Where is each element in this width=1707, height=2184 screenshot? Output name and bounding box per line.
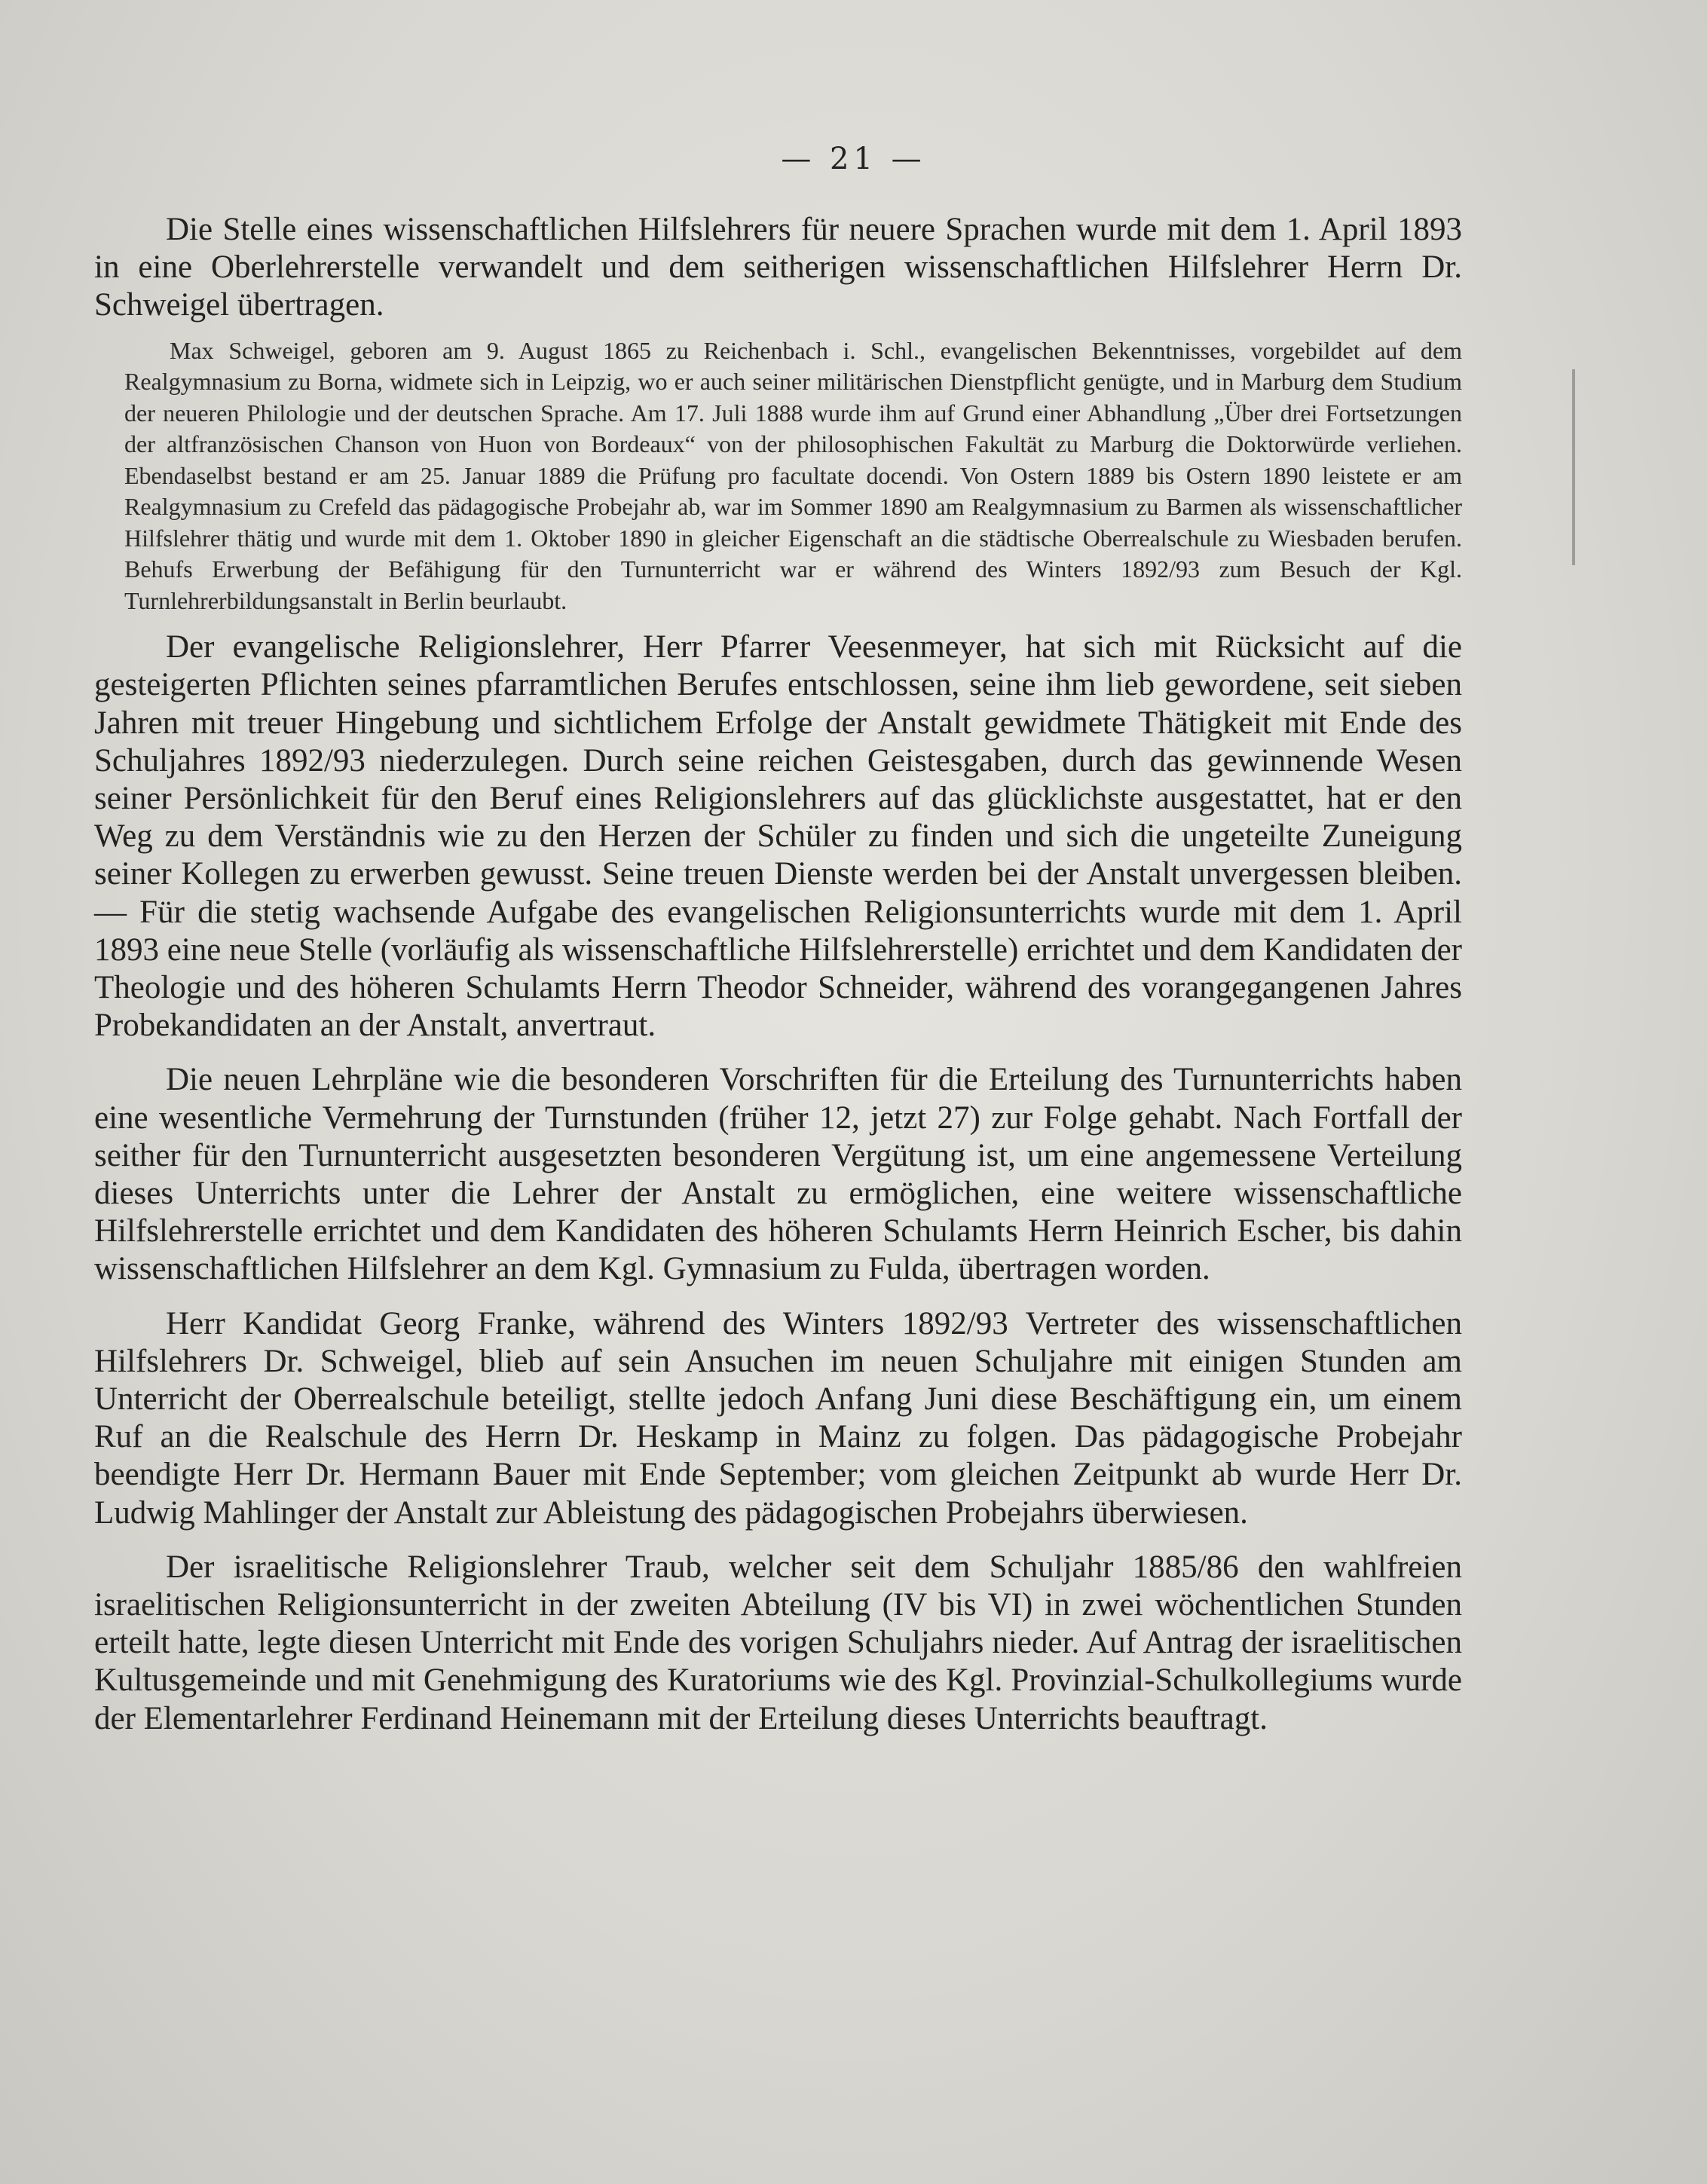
margin-mark — [1572, 369, 1575, 565]
paragraph-religionslehrer: Der evangelische Religionslehrer, Herr Pfarrer Veesenmeyer, hat sich mit Rücksicht auf die gesteigerten Pflichten seines pfarramtlichen Berufes entschlossen, seine ihm lieb gewordene, seit sieben Jahren mit treuer Hingebung und sichtlichem Erfolge der Anstalt gewidmete Thätigkeit mit Ende des Schuljahres 1892/93 niederzulegen. Durch seine reichen Geistesgaben, durch das gewinnende Wesen seiner Persönlichkeit für den Beruf eines Religionslehrers auf das glücklichste ausgestattet, hat er den Weg zu dem Verständnis wie zu den Herzen der Schüler zu finden und sich die ungeteilte Zuneigung seiner Kollegen zu erwerben gewusst. Seine treuen Dienste werden bei der Anstalt unvergessen bleiben. — Für die stetig wachsende Aufgabe des evangelischen Religionsunterrichts wurde mit dem 1. April 1893 eine neue Stelle (vorläufig als wissenschaftliche Hilfslehrerstelle) errichtet und dem Kandidaten der Theologie und des höheren Schulamts Herrn Theodor Schneider, während des vorangegangenen Jahres Probekandidaten an der Anstalt, anvertraut. — [94, 629, 1462, 1044]
paragraph-kandidat-franke: Herr Kandidat Georg Franke, während des Winters 1892/93 Vertreter des wissenschaftlichen Hilfslehrers Dr. Schweigel, blieb auf sein Ansuchen im neuen Schuljahre mit einigen Stunden am Unterricht der Oberrealschule beteiligt, stellte jedoch Anfang Juni diese Beschäftigung ein, um einem Ruf an die Realschule des Herrn Dr. Heskamp in Mainz zu folgen. Das pädagogische Probejahr beendigte Herr Dr. Hermann Bauer mit Ende September; vom gleichen Zeitpunkt ab wurde Herr Dr. Ludwig Mahlinger der Anstalt zur Ableistung des pädagogischen Probejahrs überwiesen. — [94, 1305, 1462, 1531]
page-number: — 21 — — [781, 142, 926, 176]
paragraph-israelitischer-religionslehrer: Der israelitische Religionslehrer Traub, welcher seit dem Schuljahr 1885/86 den wahlfreien israelitischen Religionsunterricht in der zweiten Abteilung (IV bis VI) in zwei wöchentlichen Stunden erteilt hatte, legte diesen Unterricht mit Ende des vorigen Schuljahrs nieder. Auf Antrag der israelitischen Kultusgemeinde und mit Genehmigung des Kuratoriums wie des Kgl. Provinzial-Schulkollegiums wurde der Elementarlehrer Ferdinand Heinemann mit der Erteilung dieses Unterrichts beauftragt. — [94, 1549, 1462, 1736]
biographical-note-schweigel: Max Schweigel, geboren am 9. August 1865 zu Reichenbach i. Schl., evangelischen Bekenntnisses, vorgebildet auf dem Realgymnasium zu Borna, widmete sich in Leipzig, wo er auch seiner militärischen Dienstpflicht genügte, und in Marburg dem Studium der neueren Philologie und der deutschen Sprache. Am 17. Juli 1888 wurde ihm auf Grund einer Abhandlung „Über drei Fortsetzungen der altfranzösischen Chanson von Huon von Bordeaux“ von der philosophischen Fakultät zu Marburg die Doktorwürde verliehen. Ebendaselbst bestand er am 25. Januar 1889 die Prüfung pro facultate docendi. Von Ostern 1889 bis Ostern 1890 leistete er am Realgymnasium zu Crefeld das pädagogische Probejahr ab, war im Sommer 1890 am Realgymnasium zu Barmen als wissenschaftlicher Hilfslehrer thätig und wurde mit dem 1. Oktober 1890 in gleicher Eigenschaft an die städtische Oberrealschule zu Wiesbaden berufen. Behufs Erwerbung der Befähigung für den Turnunterricht war er während des Winters 1892/93 zum Besuch der Kgl. Turnlehrerbildungsanstalt in Berlin beurlaubt. — [124, 336, 1462, 614]
document-body — [94, 211, 1462, 1738]
paragraph-lehrplaene-turnen: Die neuen Lehrpläne wie die besonderen Vorschriften für die Erteilung des Turnunterrichts haben eine wesentliche Vermehrung der Turnstunden (früher 12, jetzt 27) zur Folge gehabt. Nach Fortfall der seither für den Turnunterricht ausgesetzten besonderen Vergütung ist, um eine angemessene Verteilung dieses Unterrichts unter die Lehrer der Anstalt zu ermöglichen, eine weitere wissenschaftliche Hilfslehrerstelle errichtet und dem Kandidaten des höheren Schulamts Herrn Heinrich Escher, bis dahin wissenschaftlichen Hilfslehrer an dem Kgl. Gymnasium zu Fulda, übertragen worden. — [94, 1062, 1462, 1287]
paragraph-stelle-hilfslehrer: Die Stelle eines wissenschaftlichen Hilfslehrers für neuere Sprachen wurde mit dem 1. April 1893 in eine Oberlehrerstelle verwandelt und dem seitherigen wissenschaftlichen Hilfslehrer Herrn Dr. Schweigel übertragen. — [94, 212, 1462, 323]
